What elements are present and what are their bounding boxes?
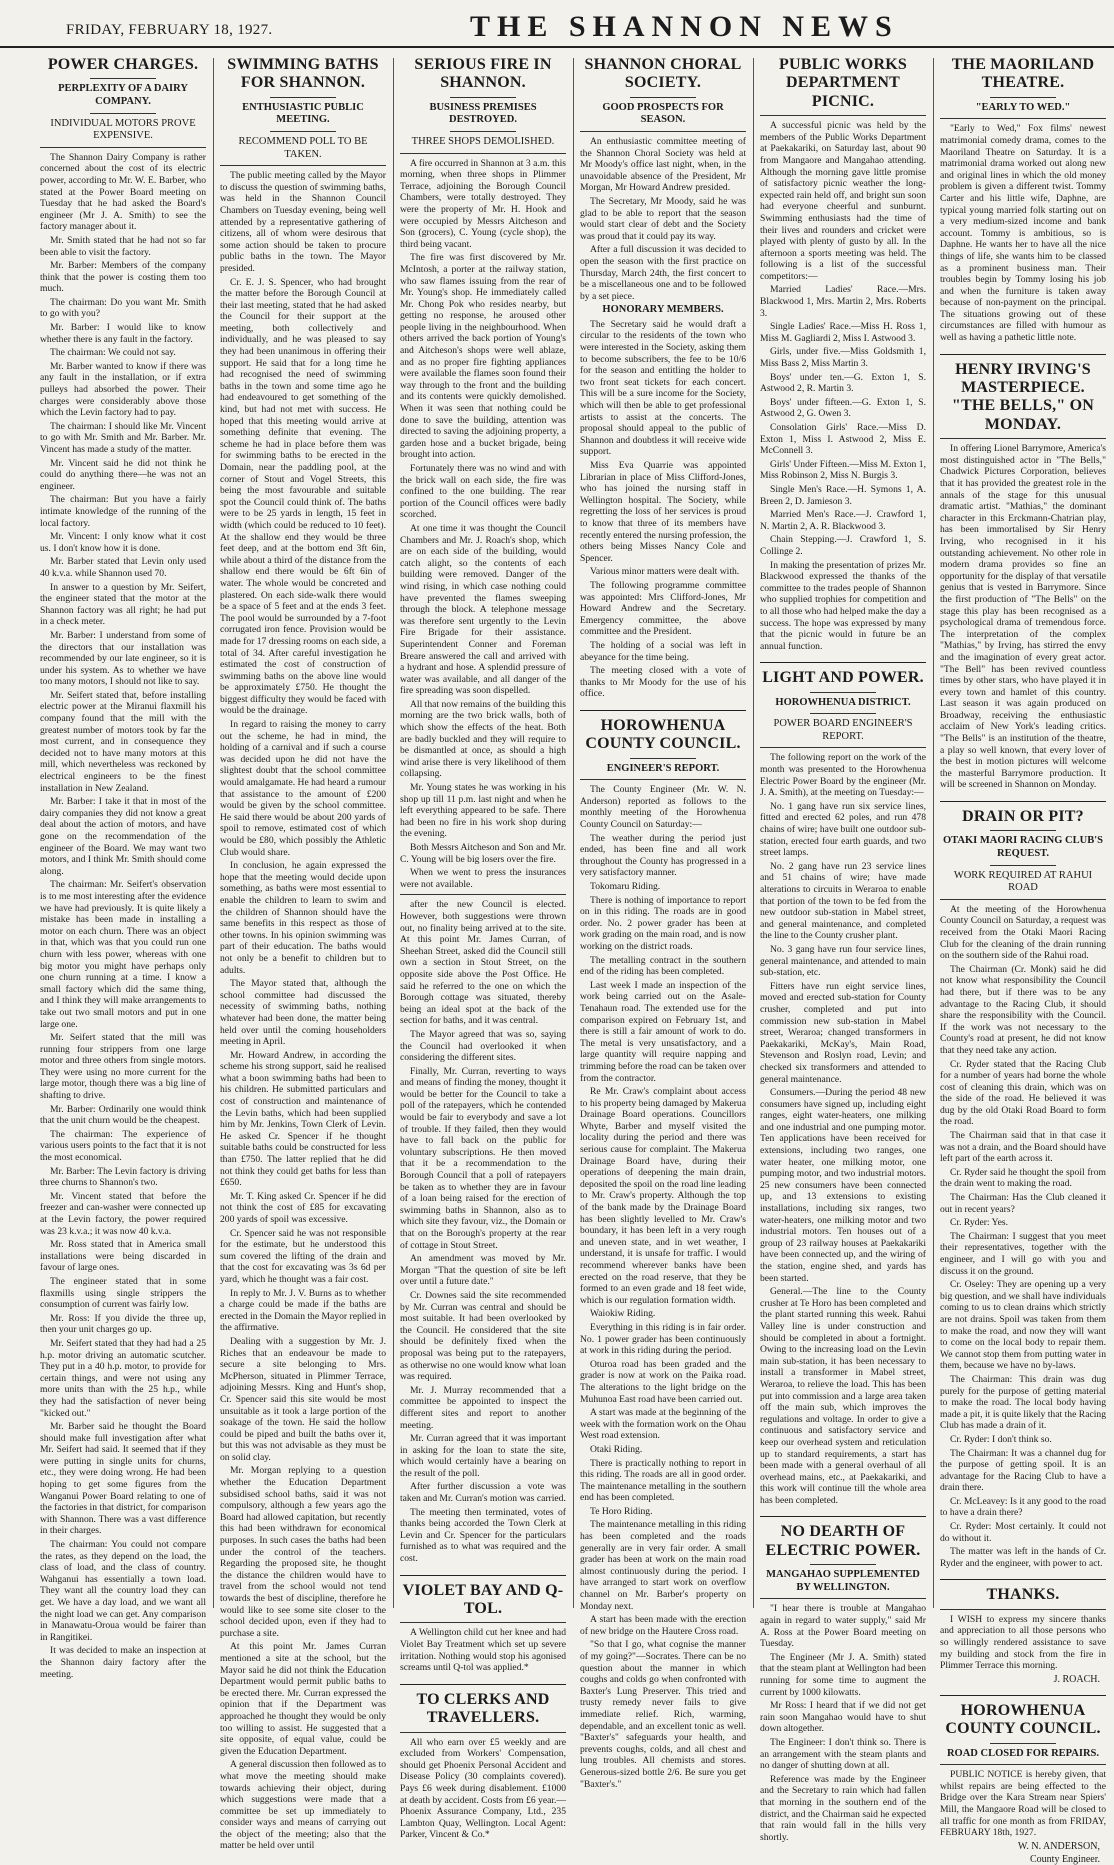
divider <box>810 692 876 693</box>
article-paragraph: Mr. Ross stated that in America small installations were being discarded in favour of large ones. <box>40 1239 206 1274</box>
article-paragraph: When we went to press the insurances were not available. <box>400 867 566 890</box>
divider <box>90 78 156 79</box>
article-paragraph: Various minor matters were dealt with. <box>590 566 740 578</box>
article-paragraph: "I hear there is trouble at Mangahao again in regard to water supply," said Mr A. Ross at the Power Board meeting on Tuesday. <box>760 1603 926 1650</box>
divider <box>450 131 516 132</box>
divider <box>940 899 1106 900</box>
column-rule <box>753 58 754 1608</box>
article-paragraph: Mr. Barber stated that Levin only used 40 k.v.a. while Shannon used 70. <box>40 556 206 579</box>
divider <box>400 1622 566 1623</box>
divider <box>630 97 696 98</box>
article-paragraph: Cr. McLeavey: Is it any good to the road to have a drain there? <box>940 1495 1106 1519</box>
column-6 <box>940 52 1106 1865</box>
article-paragraph: Miss Eva Quarrie was appointed Librarian in place of Miss Clifford-Jones, who has joined the nursing staff in Wellington hospital. The Society, while regretting the loss of her services is proud to know that three of its members have recently entered the nursing profession, the others being Misses Nancy Cole and Spencer. <box>580 460 746 564</box>
article-paragraph: The chairman: We could not say. <box>50 347 176 359</box>
article-paragraph: after the new Council is elected. However, both suggestions were thrown out, no finality being arrived at to the site. At this point Mr. James Curran, of Sheehan Street, asked did the Council still own a section in Stout Street, on the opposite side above the Post Office. He said he referred to the one on which the Borough cottage was situated, thereby being an ideal spot at the back of the section for baths, and it was central. <box>400 899 566 1027</box>
article-headline: THANKS. <box>986 1586 1060 1604</box>
article-paragraph: The Chairman (Cr. Monk) said he did not know what responsibility the Council had there, but if there was to be any advantage to the Racing Club, it should share the responsibility with the Council. If the work was not necessary to the County's road at present, he did not know that they need take any action. <box>940 963 1106 1056</box>
article <box>760 662 926 1506</box>
divider <box>760 115 926 116</box>
article-subhead: PERPLEXITY OF A DAIRY COMPANY. <box>58 83 188 107</box>
article-paragraph: Mr. Howard Andrew, in according the scheme his strong support, said he realised what a boon swimming baths had been to his children. He submitted particulars and cost of construction and maintenance of the Levin baths, which had been supplied him by Mr. Jenkins, Town Clerk of Levin. He asked Cr. Spencer if he thought suitable baths could be constructed for less than £750. The latter replied that he did not think they could get baths for less than £650. <box>220 1049 386 1189</box>
article-paragraph: The weather during the period just ended, has been fine and all work throughout the County has progressed in a very satisfactory manner. <box>580 832 746 879</box>
newspaper-columns <box>40 52 1110 1865</box>
article-paragraph: In answer to a question by Mr. Seifert, the engineer stated that the motor at the Shannon factory was all right; he had put in a check meter. <box>40 581 206 628</box>
article-paragraph: All who earn over £5 weekly and are excluded from Workers' Compensation, should get Phoenix Personal Accident and Disease Policy (30 complaints covered). Pays £6 week during disablement. £1000 at death by accident. Costs from £6 year.—Phoenix Assurance Company, Ltd., 235 Lambton Quay, Wellington. Local Agent: Parker, Vincent & Co.* <box>400 1736 566 1841</box>
article-paragraph: The Chairman said that in that case it was not a drain, and the Board should have left part of the earth across it. <box>940 1130 1106 1165</box>
column-2 <box>220 52 386 1852</box>
divider <box>400 1732 566 1733</box>
article-headline: VIOLET BAY AND Q-TOL. <box>402 1581 564 1618</box>
article <box>400 1575 566 1674</box>
article-paragraph: Tokomaru Riding. <box>590 881 661 892</box>
article-paragraph: Fitters have run eight service lines, moved and erected sub-station for County crusher, completed and put into commission new sub-station in Mabel street, Weraroa; changed transformers in Paekakariki, McKay's, Main Road, Stevenson and Roslyn road, Levin; and checked six transformers and attended to general maintenance. <box>760 980 926 1085</box>
article <box>940 56 1106 344</box>
column-1 <box>40 52 206 1680</box>
article-paragraph: Fortunately there was no wind and with the brick wall on each side, the fire was confined to the one building. The rear portion of the Council offices were badly scorched. <box>400 463 566 521</box>
article-subhead: RECOMMEND POLL TO BE TAKEN. <box>238 135 368 160</box>
article-paragraph: Mr. Barber: Members of the company think that the power is costing them too much. <box>40 260 206 295</box>
divider <box>580 779 746 780</box>
article <box>940 801 1106 1569</box>
article-paragraph: Married Men's Race.—J. Crawford 1, N. Martin 2, A. R. Blackwood 3. <box>760 509 926 532</box>
article-paragraph: The maintenance metalling in this riding has been completed and the roads generally are in very fair order. A small grader has been at work on the main road almost continuously during the period. I have arranged to start work on overflow channel on Mr. Barber's property on Monday next. <box>580 1519 746 1612</box>
article-paragraph: Otaki Riding. <box>590 1443 643 1455</box>
divider <box>990 865 1056 866</box>
article-paragraph: Dealing with a suggestion by Mr. J. Riches that an endeavour be made to secure a site belonging to Mrs. McPherson, situated in Plimmer Terrace, adjoining Messrs. King and Hunt's shop, Cr. Spencer said this site would be most unsuitable as it took a large portion of the soakage of the town. He said the hollow could be piped and built the baths over it, but this was not advisable as they must be on solid clay. <box>220 1335 386 1463</box>
article-paragraph: In reply to Mr. J. V. Burns as to whether a charge could be made if the baths are erected in the Domain the Mayor replied in the affirmative. <box>220 1287 386 1334</box>
article-paragraph: Mr. Barber: I take it that in most of the dairy companies they did not know a great deal about the action of motors, and have gone on the recommendation of the engineer of the Board. We may want two motors, and I think Mr. Smith should come along. <box>40 796 206 877</box>
issue-date: FRIDAY, FEBRUARY 18, 1927. <box>66 22 273 38</box>
signature: W. N. ANDERSON, <box>1017 1840 1100 1852</box>
article <box>580 710 746 1790</box>
article-paragraph: Mr. Ross: If you divide the three up, then your unit charges go up. <box>40 1312 206 1336</box>
article-paragraph: Oturoa road has been graded and the grader is now at work on the Paika road. The alterations to the light bridge on the Muhunoa East road have been carried out. <box>580 1358 746 1405</box>
divider <box>940 1764 1106 1765</box>
divider <box>760 747 926 748</box>
article-paragraph: Cr. E. J. S. Spencer, who had brought the matter before the Borough Council at their last meeting, stated that he had asked the Council for their support at the meeting, both collectively and individually, and he was pleased to say they had been unanimous in offering their support. He said that for a long time he had recognised the need of swimming baths in the town and some time ago he had endeavoured to get something of the kind, but had not met with success. He hoped that this meeting would arrive at something definite that evening. The scheme he had in place before them was for swimming baths to be erected in the Domain, near the paddling pool, at the corner of Stout and Vogel Streets, this being the most favourable and suitable spot the Council could think of. The baths were to be 25 yards in length, 15 feet in width (which could be reduced to 10 feet). At the shallow end they would be three feet deep, and at the bottom end 3ft 6in, while about a third of the distance from the shallow end there would be 6ft 6in of water. The whole would be concreted and plastered. On each side-walk there would be a space of 5 feet and at the ends 3 feet. The pool would be surrounded by a 7-foot corrugated iron fence. Provision would be made for 17 dressing rooms on each side, a total of 34. After careful investigation he estimated the cost of construction of swimming baths on the above line would be approximately £750. He thought the biggest difficulty they would be faced with would be the drainage. <box>220 276 386 717</box>
article-paragraph: Finally, Mr. Curran, reverting to ways and means of finding the money, thought it would be better for the Council to take a poll of the ratepayers, which he contended would be fair to everybody and save a lot of trouble. If they failed, then they would have to fall back on the public for voluntary subscriptions. He then moved that it be a recommendation to the Borough Council that a poll of ratepayers be taken as to whether they are in favour of a loan being raised for the erection of swimming baths in Shannon, also as to which site they favour, viz., the Domain or that on the Borough's property at the rear of cottage in Stout Street. <box>400 1065 566 1251</box>
article-paragraph: The chairman: You could not compare the rates, as they depend on the load, the class of load, and the class of country. Wahganui has essentially a town load. They want all the country load they can get. We have a day load, and we want all the night load we can get. Any comparison in Manawatu-Oroua would be fairer than in Rangitikei. <box>40 1539 206 1643</box>
article <box>940 1579 1106 1684</box>
divider <box>40 147 206 148</box>
article-paragraph: The following programme committee was appointed: Mrs Clifford-Jones, Mr Howard Andrew and the Secretary. Emergency committee, the above committee and the President. <box>580 579 746 638</box>
article-paragraph: Waiokiw Riding. <box>590 1308 656 1320</box>
article-paragraph: Mr. Seifert stated that the mill was running four strippers from one large motor and three others from single motors. They were using no more current for the large motor, though there was a big line of shafting to drive. <box>40 1032 206 1102</box>
article-paragraph: The Chairman: This drain was dug purely for the purpose of getting material to make the road. The local body having made a pit, it is quite likely that the Racing Club has made a drain of it. <box>940 1373 1106 1432</box>
article-paragraph: "Early to Wed," Fox films' newest matrimonial comedy drama, comes to the Maoriland Theatre on Saturday. It is a matrimonial drama worked out along new and original lines in which the old money problem is given a different twist. Tommy Carter and his little wife, Daphne, are typical young married folk starting out on a very medium-sized income and bank account. Tommy is ambitious, so is Daphne. He wants her to have all the nice things of life, she wants him to be classed as a prominent business man. Their troubles begin by Tommy losing his job and when the furniture is taken away because of non-payment on the principal. The situations growing out of these circumstances are filled with humour as well as having a pathetic little note. <box>940 123 1106 344</box>
column-3 <box>400 52 566 1841</box>
article-paragraph: After further discussion a vote was taken and Mr. Curran's motion was carried. <box>400 1481 566 1505</box>
article-paragraph: General.—The line to the County crusher at Te Horo has been completed and the plant started running this week. Rahui Valley line is under construction and should be completed in about a fortnight. Owing to the increasing load on the Levin main sub-station, it has been necessary to install a transformer in Mabel street, Weraroa, to relieve the load. This has been put into commission and a large area taken off the main sub, which improves the regulations and voltage. In order to give a continuous and satisfactory service and keep our overhead system and reticulation up to standard requirements, a start has been made with a general overhaul of all overhead mains, etc., at Paekakariki, and this work will continue till the whole area has been completed. <box>760 1286 926 1506</box>
article-paragraph: The Mayor agreed that was so, saying the Council had overlooked it when considering the different sites. <box>400 1028 566 1064</box>
article-paragraph: PUBLIC NOTICE is hereby given, that whilst repairs are being effected to the Bridge over the Kara Stream near Spiers' Mill, the Mangaore Road will be closed to all traffic for one month as from FRIDAY, FEBRUARY 18th, 1927. <box>940 1769 1106 1839</box>
article-paragraph: It was decided to make an inspection at the Shannon dairy factory after the meeting. <box>40 1645 206 1680</box>
article-paragraph: Te Horo Riding. <box>590 1505 653 1517</box>
article-subhead: THREE SHOPS DEMOLISHED. <box>411 135 555 147</box>
article-paragraph: The Secretary, Mr Moody, said he was glad to be able to report that the season would start clear of debt and the Society was proud that it could pay its way. <box>580 195 746 242</box>
article-paragraph: Cr. Ryder stated that the Racing Club for a number of years had borne the whole cost of cleaning this drain, which was on the side of the road. He believed it was dug by the old Otaki Road Board to form the road. <box>940 1058 1106 1128</box>
article-paragraph: In regard to raising the money to carry out the scheme, he had in mind, the holding of a carnival and if such a course was decided upon he did not have the slightest doubt that the school committee would amalgamate. He had heard a rumour that assistance to the amount of £200 would be given by the school committee. He said there would be about 200 yards of spoil to remove, estimated cost of which would be £80, which possibly the Athletic Club would share. <box>220 719 386 858</box>
newspaper-title: THE SHANNON NEWS <box>470 10 899 43</box>
column-4 <box>580 52 746 1790</box>
article <box>580 56 746 700</box>
article-paragraph: Mr. Barber: Ordinarily one would think that the unit churn would be the cheapest. <box>40 1103 206 1127</box>
column-rule <box>933 58 934 1608</box>
article-paragraph: At one time it was thought the Council Chambers and Mr. J. Roach's shop, which are on each side of the building, would catch alight, so the contents of each building were removed. Danger of the wind rising, in which case nothing could have prevented the flames sweeping through the block. A telephone message was therefore sent urgently to the Levin Fire Brigade for their assistance. Superintendent Conner and Foreman Breare answered the call and arrived with a hydrant and hose. A splendid pressure of water was available, and all danger of the fire spreading was soon dispelled. <box>400 522 566 697</box>
article-paragraph: Mr. Barber said he thought the Board should make full investigation after what Mr. Seifert had said. It seemed that if they were putting in single units for churns, etc., they were doing wrong. He had been hoping to get some figures from the Wanganui Power Board relating to one of the factories in that district, for comparison with Shannon. There was a vast difference in their charges. <box>40 1421 206 1537</box>
article-paragraph: All that now remains of the building this morning are the two brick walls, both of which show the effects of the heat. Both are badly buckled and they will require to be dismantled at once, as should a high wind arise there is very likelihood of them collapsing. <box>400 698 566 780</box>
article-paragraph: Mr. J. Murray recommended that a committee be appointed to inspect the different sites and report to another meeting. <box>400 1384 566 1431</box>
article-paragraph: The Engineer: I don't think so. There is an arrangement with the steam plants and no danger of shutting down at all. <box>760 1736 926 1772</box>
article-headline: HOROWHENUA COUNTY COUNCIL. <box>585 716 741 753</box>
article-headline: LIGHT AND POWER. <box>762 669 924 687</box>
article-paragraph: Girls, under five.—Miss Goldsmith 1, Miss Bass 2, Miss Martin 3. <box>760 346 926 370</box>
article-paragraph: An enthusiastic committee meeting of the Shannon Choral Society was held at Mr Moody's office last night, when, in the unavoidable absence of the President, Mr Morgan, Mr Howard Andrew presided. <box>580 135 746 194</box>
divider <box>400 153 566 154</box>
article-paragraph: A start has been made with the erection of new bridge on the Hautere Cross road. <box>580 1614 746 1637</box>
article-paragraph: The chairman: The experience of various users points to the fact that it is not the most economical. <box>40 1128 206 1164</box>
article-paragraph: Boys' under ten.—G. Exton 1, S. Astwood 2, R. Martin 3. <box>760 371 926 395</box>
article-paragraph: Mr. Seifert stated that, before installing electric power at the Miranui flaxmill his company found that the mill with the greatest number of motors took by far the most current, and in consequence they decided not to have many motors at this mill, which nevertheless was reckoned by electrical engineers to be the finest installation in New Zealand. <box>40 689 206 794</box>
article <box>760 1516 926 1843</box>
article-headline: POWER CHARGES. <box>47 56 199 73</box>
article-paragraph: No. 2 gang have run 23 service lines and 51 chains of wire; have made alterations to circuits in Weraroa to enable that portion of the town to be fed from the new outdoor sub-station in Mabel street, and general maintenance, and completed the line to the County crusher plant. <box>760 860 926 942</box>
article-paragraph: Cr. Spencer said he was not responsible for the estimate, but he understood this sum covered the lifting of the drain and that the cost for excavating was 3s 6d per yard, which he thought was a fair cost. <box>220 1227 386 1285</box>
divider <box>220 165 386 166</box>
article-paragraph: After a full discussion it was decided to open the season with the first practice on Thursday, March 24th, the first concert to be a miscellaneous one and to be followed by a set piece. <box>580 244 746 302</box>
article-subhead: INDIVIDUAL MOTORS PROVE EXPENSIVE. <box>50 117 196 142</box>
article-subhead: WORK REQUIRED AT RAHUI ROAD <box>953 869 1093 894</box>
article-subhead: MANGAHAO SUPPLEMENTED BY WELLINGTON. <box>766 1569 920 1593</box>
article-paragraph: In offering Lionel Barrymore, America's most distinguished actor in "The Bells," Chadwick Pictures Corporation, believes that it has provided the greatest role in the annals of the stage for this unusual dramatic artist. "Mathias," the dominant character in this Erckmann-Chatrian play, has been immortalised by Sir Henry Irving, who recognised in it his outstanding achievement. No other role in modern drama provides so fine an opportunity for the display of that versatile genius that is vested in Barrymore. Since the first production of "The Bells" on the stage this play has been recognised as a psychological drama of tremendous force. The interpretation of the complex "Mathias," by Irving, has stirred the envy and the imagination of every great actor. "The Bell" has been revived countless times by other stars, who have played it in every town and hamlet of this country. Last season it was again produced on Broadway, receiving the enthusiastic acclaim of New York's leading critics. "The Bells" is an institution of the theatre, a play so well known, that every lover of the best in motion pictures will welcome the masterful Barrymore production. It will be screened in Shannon on Monday. <box>940 443 1106 791</box>
signature: County Engineer. <box>1030 1853 1100 1865</box>
article-subhead: ROAD CLOSED FOR REPAIRS. <box>946 1747 1100 1759</box>
article-subhead: BUSINESS PREMISES DESTROYED. <box>429 101 537 126</box>
divider <box>450 97 516 98</box>
article <box>940 1695 1106 1865</box>
article-paragraph: Mr. T. King asked Cr. Spencer if he did not think the cost of £85 for excavating 200 yards of spoil was excessive. <box>220 1190 386 1225</box>
article-paragraph: Last week I made an inspection of the work being carried out on the Asale-Tenahaun road. The extended use for the comparison expired on February 1st, and there is still a fair amount of work to do. The metal is very unsatisfactory, and a large quantity will require napping and trimming before the road can be taken over from the contractor. <box>580 979 746 1084</box>
article-subhead: ENTHUSIASTIC PUBLIC MEETING. <box>242 101 364 126</box>
article-paragraph: There is nothing of importance to report on in this riding. The roads are in good order. No. 2 power grader has been at work grading on the main road, and is now working on the district roads. <box>580 894 746 952</box>
article-paragraph: The meeting closed with a vote of thanks to Mr Moody for the use of his office. <box>580 665 746 700</box>
article-paragraph: The chairman: But you have a fairly intimate knowledge of the running of the local factory. <box>40 494 206 529</box>
article-paragraph: Cr. Ryder: I don't think so. <box>950 1433 1052 1445</box>
article-headline: SWIMMING BATHS FOR SHANNON. <box>227 56 379 92</box>
article-paragraph: The holding of a social was left in abeyance for the time being. <box>580 639 746 663</box>
article-paragraph: Mr. Smith stated that he had not so far been able to visit the factory. <box>40 234 206 258</box>
article <box>40 56 206 1680</box>
article-paragraph: Mr. Vincent said he did not think he could do anything there—he was not an engineer. <box>40 457 206 492</box>
signature: J. ROACH. <box>1053 1673 1100 1685</box>
article-paragraph: The metalling contract in the southern end of the riding has been completed. <box>580 954 746 978</box>
article-subhead: OTAKI MAORI RACING CLUB'S REQUEST. <box>943 835 1103 860</box>
article-paragraph: There is practically nothing to report in this riding. The roads are all in good order. The maintenance metalling in the southern end has been completed. <box>580 1457 746 1504</box>
article-paragraph: The Engineer (Mr J. A. Smith) stated that the steam plant at Wellington had been running for some time to augment the current by 1000 kilowatts. <box>760 1651 926 1698</box>
divider <box>990 97 1056 98</box>
divider <box>810 1564 876 1565</box>
article-headline: SHANNON CHORAL SOCIETY. <box>584 56 742 92</box>
article-headline: PUBLIC WORKS DEPARTMENT PICNIC. <box>779 56 907 110</box>
divider <box>90 113 156 114</box>
article-paragraph: A fire occurred in Shannon at 3 a.m. this morning, when three shops in Plimmer Terrace, adjoining the Borough Council Chambers, were totally destroyed. They were the property of Mr. H. Hook and were occupied by Messrs Aitcheson and Son (grocers), C. Young (cycle shop), the third being vacant. <box>400 157 566 250</box>
article <box>220 56 386 1852</box>
column-rule <box>393 58 394 1608</box>
article-paragraph: No. 3 gang have run four service lines, general maintenance, and attended to main sub-station, etc. <box>760 943 926 979</box>
article-paragraph: Mr. Barber: The Levin factory is driving three churns to Shannon's two. <box>40 1165 206 1189</box>
article-paragraph: Mr. Curran agreed that it was important in asking for the loan to state the site, which would certainly have a bearing on the result of the poll. <box>400 1433 566 1479</box>
article-paragraph: The chairman: I should like Mr. Vincent to go with Mr. Smith and Mr. Barber. Mr. Vincent has made a study of the matter. <box>40 420 206 456</box>
article-paragraph: Mr. Barber wanted to know if there was any fault in the installation, or if extra pulleys had absorbed the power. Their charges were considerably above those which the Levin factory had to pay. <box>40 360 206 419</box>
article-subhead: "EARLY TO WED." <box>975 101 1071 113</box>
article-headline: TO CLERKS AND TRAVELLERS. <box>416 1690 550 1727</box>
article-paragraph: A start was made at the beginning of the week with the formation work on the Ohau West road extension. <box>580 1407 746 1442</box>
divider <box>940 438 1106 439</box>
article-paragraph: Re Mr. Craw's complaint about access to his property being damaged by Makerua Drainage Board operations. Councillors Whyte, Barber and myself visited the locality during the period and there was serious cause for complaint. The Makerua Drainage Board have, during their operations of deepening the main drain, deposited the spoil on the road line leading to Mr. Craw's property. Although the top of the bank made by the Drainage Board has been slightly levelled to Mr. Craw's boundary, it has been left in a very rough and uneven state, and in wet weather, I understand, it is unsafe for traffic. I would recommend wherever banks have been erected on the road reserve, that they be formed to an even grade and 18 feet wide, which is our regulation formation width. <box>580 1086 746 1306</box>
article-paragraph: Married Ladies' Race.—Mrs. Blackwood 1, Mrs. Martin 2, Mrs. Roberts 3. <box>760 284 926 319</box>
article-paragraph: The Shannon Dairy Company is rather concerned about the cost of its electric power, according to Mr. W. E. Barber, who stated at the Power Board meeting on Tuesday that he had asked the Board's engineer (Mr J. A. Smith) to see the factory manager about it. <box>40 151 206 233</box>
article-paragraph: Boys' under fifteen.—G. Exton 1, S. Astwood 2, G. Owen 3. <box>760 396 926 420</box>
divider <box>270 97 336 98</box>
article-subhead: GOOD PROSPECTS FOR SEASON. <box>602 101 724 126</box>
article-paragraph: Both Messrs Aitcheson and Son and Mr. C. Young will be big losers over the fire. <box>400 842 566 865</box>
article <box>400 56 566 1565</box>
divider <box>990 830 1056 831</box>
article-paragraph: Consolation Girls' Race.—Miss D. Exton 1, Miss I. Astwood 2, Miss E. McConnell 3. <box>760 422 926 457</box>
article-paragraph: Mr. Barber: I understand from some of the directors that our installation was recommended by our late engineer, so it is under his system. As to whether we have too many motors, I should not like to say. <box>40 629 206 688</box>
divider <box>630 758 696 759</box>
article-paragraph: An amendment was moved by Mr. Morgan "That the question of site be left over until a future date." <box>400 1253 566 1288</box>
article-paragraph: Mr. Vincent stated that before the freezer and can-washer were connected up at the Levin factory, the power required was 23 k.v.a.; it was now 40 k.v.a. <box>40 1190 206 1237</box>
article-paragraph: The chairman: Do you want Mr. Smith to go with you? <box>40 296 206 320</box>
article-paragraph: No. 1 gang have run six service lines, fitted and erected 62 poles, and run 478 chains of wire; have built one outdoor sub-station, erected four earth guards, and two street lamps. <box>760 800 926 859</box>
article-paragraph: Cr. Oseley: They are opening up a very big question, and we shall have individuals coming to us to clean drains which strictly are not drains. Spoil was taken from them to make the road, and now they will want to come on the local body to repair them. We cannot stop them from putting water in them, because we have no by-laws. <box>940 1279 1106 1372</box>
article-paragraph: Girls' Under Fifteen.—Miss M. Exton 1, Miss Robinson 2, Miss N. Burgis 3. <box>760 458 926 482</box>
article-paragraph: Single Ladies' Race.—Miss H. Ross 1, Miss M. Gagliardi 2, Miss I. Astwood 3. <box>760 321 926 344</box>
column-rule <box>213 58 214 1608</box>
article-paragraph: Mr. Young states he was working in his shop up till 11 p.m. last night and when he left everything appeared to be safe. There had been no fire in his work shop during the evening. <box>400 782 566 840</box>
article-paragraph: Chain Stepping.—J. Crawford 1, S. Collinge 2. <box>760 534 926 557</box>
article-paragraph: At this point Mr. James Curran mentioned a site at the school, but the Mayor said he did not think the Education Department would permit public baths to be erected there. Mr. Curran expressed the opinion that if the Department was approached he thought they would be only too willing to assist. He suggested that a site opposite, of equal value, could be given the Education Department. <box>220 1641 386 1757</box>
divider <box>940 118 1106 119</box>
article-paragraph: Cr. Ryder said he thought the spoil from the drain went to making the road. <box>940 1166 1106 1190</box>
article-headline: DRAIN OR PIT? <box>962 808 1084 826</box>
article-headline: THE MAORILAND THEATRE. <box>951 56 1095 92</box>
divider <box>580 131 746 132</box>
article-paragraph: Everything in this riding is in fair order. No. 1 power grader has been continuously at work in this riding during the period. <box>580 1321 746 1357</box>
article-paragraph: A Wellington child cut her knee and had Violet Bay Treatment which set up severe irritation. Nothing would stop his agonised screams until Q-tol was applied.* <box>400 1627 566 1674</box>
article-paragraph: At the meeting of the Horowhenua County Council on Saturday, a request was received from the Otaki Maori Racing Club for the cleaning of the drain running on the southern side of the Rahui road. <box>940 903 1106 962</box>
article-paragraph: Mr. Vincent: I only know what it cost us. I don't know how it is done. <box>40 531 206 554</box>
article-paragraph: "So that I go, what cognise the manner of my going?"—Socrates. There can be no question about the manner in which coughs and colds go when confronted with Baxter's Lung Preserver. This tried and trusty remedy never fails to give immediate relief. Rich, warming, dependable, and an excellent tonic as well. "Baxter's" safeguards your health, and prevents coughs, colds, and all chest and lung troubles. All chemists and stores. Generous-sized bottle 2/6. Be sure you get "Baxter's." <box>580 1639 746 1790</box>
article-paragraph: Cr. Ryder: Yes. <box>950 1217 1008 1229</box>
article-paragraph: Mr. Barber: I would like to know whether there is any fault in the factory. <box>40 322 206 345</box>
article-paragraph: The Chairman: Has the Club cleaned it out in recent years? <box>940 1192 1106 1215</box>
article-paragraph: The Chairman: I suggest that you meet their representatives, together with the engineer, and I will go with you and discuss it on the ground. <box>940 1230 1106 1277</box>
divider <box>760 1598 926 1599</box>
article-paragraph: The engineer stated that in some flaxmills using single strippers the consumption of current was fairly low. <box>40 1275 206 1311</box>
article-paragraph: Mr. Seifert stated that they had had a 25 h.p. motor driving an automatic scutcher. They put in a 40 h.p. motor, to provide for certain things, and were not using any more units than with the 25 h.p., while they had the satisfaction of never being "kicked out." <box>40 1337 206 1419</box>
divider <box>940 1609 1106 1610</box>
article-paragraph: I WISH to express my sincere thanks and appreciation to all those persons who so willingly rendered assistance to save my building and stock from the fire in Plimmer Terrace this morning. <box>940 1613 1106 1672</box>
column-rule <box>573 58 574 1608</box>
article-paragraph: The following report on the work of the month was presented to the Horowhenua Electric Power Board by the engineer (Mr. J. A. Smith), at the meeting on Tuesday:— <box>760 752 926 799</box>
article-headline: HOROWHENUA COUNTY COUNCIL. <box>945 1701 1101 1738</box>
article-paragraph: The matter was left in the hands of Cr. Ryder and the engineer, with power to act. <box>940 1546 1106 1569</box>
article-subhead: ENGINEER'S REPORT. <box>606 762 720 774</box>
article <box>940 354 1106 791</box>
article-paragraph: The Secretary said he would draft a circular to the residents of the town who were interested in the Society, asking them to become subscribers, the fee to be 10/6 for the season and entitling the holder to two front seat tickets for each concert. This will be a sure income for the Society, which will then be able to get professional artists to assist at the concerts. The proposal should appeal to the public of Shannon and doubtless it will receive wide support. <box>580 318 746 458</box>
column-5 <box>760 52 926 1843</box>
divider <box>400 894 566 895</box>
article-paragraph: The Chairman: It was a channel dug for the purpose of getting spoil. It is an advantage for the Racing Club to have a drain there. <box>940 1447 1106 1494</box>
article-paragraph: The County Engineer (Mr. W. N. Anderson) reported as follows to the monthly meeting of the Horowhenua County Council on Saturday:— <box>580 784 746 831</box>
article-paragraph: The public meeting called by the Mayor to discuss the question of swimming baths, was held in the Shannon Council Chambers on Tuesday evening, being well attended by a representative gathering of citizens, all of whom were desirous that some action should be taken to procure public baths in the town. The Mayor presided. <box>220 170 386 274</box>
article-paragraph: Cr. Ryder: Most certainly. It could not do without it. <box>940 1521 1106 1544</box>
article-paragraph: A successful picnic was held by the members of the Public Works Department at Paekakariki, on Saturday last, about 90 from Mangaore and Mangahao attending. Although the morning gave little promise of satisfactory picnic weather the long-expected rain held off, and bright sun soon had everyone cheerful and sunburnt. Swimming enthusiasts had the time of their lives and rounders and cricket were played with plenty of gusto by all. In the afternoon a sports meeting was held. The following is a list of the successful competitors:— <box>760 120 926 282</box>
divider <box>270 131 336 132</box>
article-paragraph: In making the presentation of prizes Mr. Blackwood expressed the thanks of the committee to the trades people of Shannon who supplied trophies for competition and to all those who had helped make the day a success. The hope was expressed by many that the picnic would in future be an annual function. <box>760 559 926 652</box>
article-paragraph: Mr. Morgan replying to a question whether the Education Department subsidised school baths, said it was not compulsory, although a few years ago the Board had allowed capitation, but recently this had been withdrawn for economical purposes. In such cases the baths had been under the control of the teachers. Regarding the proposed site, he thought the distance the children would have to travel from the school would not tend towards the best of discipline, therefore he would like to see some site closer to the school decided upon, even if they had to purchase a site. <box>220 1465 386 1639</box>
article-paragraph: Mr Ross: I heard that if we did not get rain soon Mangahao would have to shut down altogether. <box>760 1700 926 1735</box>
article-subhead: POWER BOARD ENGINEER'S REPORT. <box>773 718 913 742</box>
article-paragraph: The fire was first discovered by Mr. McIntosh, a porter at the railway station, who saw flames issuing from the rear of Mr. Young's shop. He immediately called Mr. Chong Pok who resides nearby, but getting no response, he aroused other people living in the neighbourhood. When others arrived the back portion of Young's and Aitcheson's shops were well ablaze, and as no proper fire fighting appliances were available the flames soon found their way through to the front and the building and its contents were quickly demolished. When it was seen that nothing could be done to save the building, attention was directed to saving the adjoining property, a garden hose and a bucket brigade, being brought into action. <box>400 252 566 461</box>
article-headline: HENRY IRVING'S MASTERPIECE. "THE BELLS," ON MONDAY. <box>951 360 1095 433</box>
article-paragraph: Single Men's Race.—H. Symons 1, A. Breen 2, D. Jamieson 3. <box>760 483 926 507</box>
article-paragraph: The Mayor stated that, although the school committee had discussed the necessity of swimming baths, nothing whatever had been done, the matter being held over until the coming householders meeting in April. <box>220 978 386 1048</box>
masthead <box>0 0 1114 48</box>
article-paragraph: In conclusion, he again expressed the hope that the meeting would decide upon something, as baths were most essential to enable the children to learn to swim and the children of Shannon should have the same benefits in this respect as those of other towns. In his opinion swimming was part of their education. The baths would not only be a benefit to children but to adults. <box>220 860 386 976</box>
article <box>400 1684 566 1841</box>
article-paragraph: Reference was made by the Engineer and the Secretary to rain which had fallen that morning in the southern end of the district, and the Chairman said he expected that rain would fall in the hills very shortly. <box>760 1773 926 1843</box>
article-headline: NO DEARTH OF ELECTRIC POWER. <box>765 1523 921 1559</box>
article-paragraph: Cr. Downes said the site recommended by Mr. Curran was central and should be most suitable. It had been overlooked by the Council. He considered that the site should be definitely fixed when the proposal was being put to the ratepayers, as otherwise no one would know what loan was required. <box>400 1289 566 1383</box>
divider <box>810 713 876 714</box>
divider <box>990 1743 1056 1744</box>
article-paragraph: A general discussion then followed as to what move the meeting should make towards achieving their object, during which suggestions were made that a committee be set up immediately to consider ways and means of carrying out the object of the meeting; also that the matter be held over until <box>220 1759 386 1852</box>
article-subhead: HOROWHENUA DISTRICT. <box>775 696 911 708</box>
article-paragraph: Consumers.—During the period 48 new consumers have signed up, including eight ranges, eight water-heaters, one milking and one industrial and one pumping motor. Ten applications have been received for extensions, including two ranges, one water heater, one milking motor, one pumping motor, and two industrial motors. 25 new consumers have been connected up, and 13 extensions to existing installations, including six ranges, two water-heaters, one milking motor and two industrial motors. Ten houses out of a group of 23 railway houses at Paekakariki have been connected up, and the wiring of the station, engine shed, and yards has been started. <box>760 1087 926 1284</box>
article-headline: SERIOUS FIRE IN SHANNON. <box>414 56 552 92</box>
section-heading: HONORARY MEMBERS. <box>602 304 724 316</box>
article <box>760 56 926 652</box>
article-paragraph: The meeting then terminated, votes of thanks being accorded the Town Clerk at Levin and Cr. Spencer for the particulars furnished as to what was required and the cost. <box>400 1506 566 1565</box>
article-paragraph: The chairman: Mr. Seifert's observation is to me most interesting after the evidence we have had previously. It is quite likely a mistake has been made in installing a motor on each churn. There was an object in that, which was that you could run one churn with less power, whereas with one big motor you might have perhaps only one churn running at a time. I know a small factory which did the same thing, and I think they will make arrangements to take out two small motors and put in one large one. <box>40 879 206 1030</box>
